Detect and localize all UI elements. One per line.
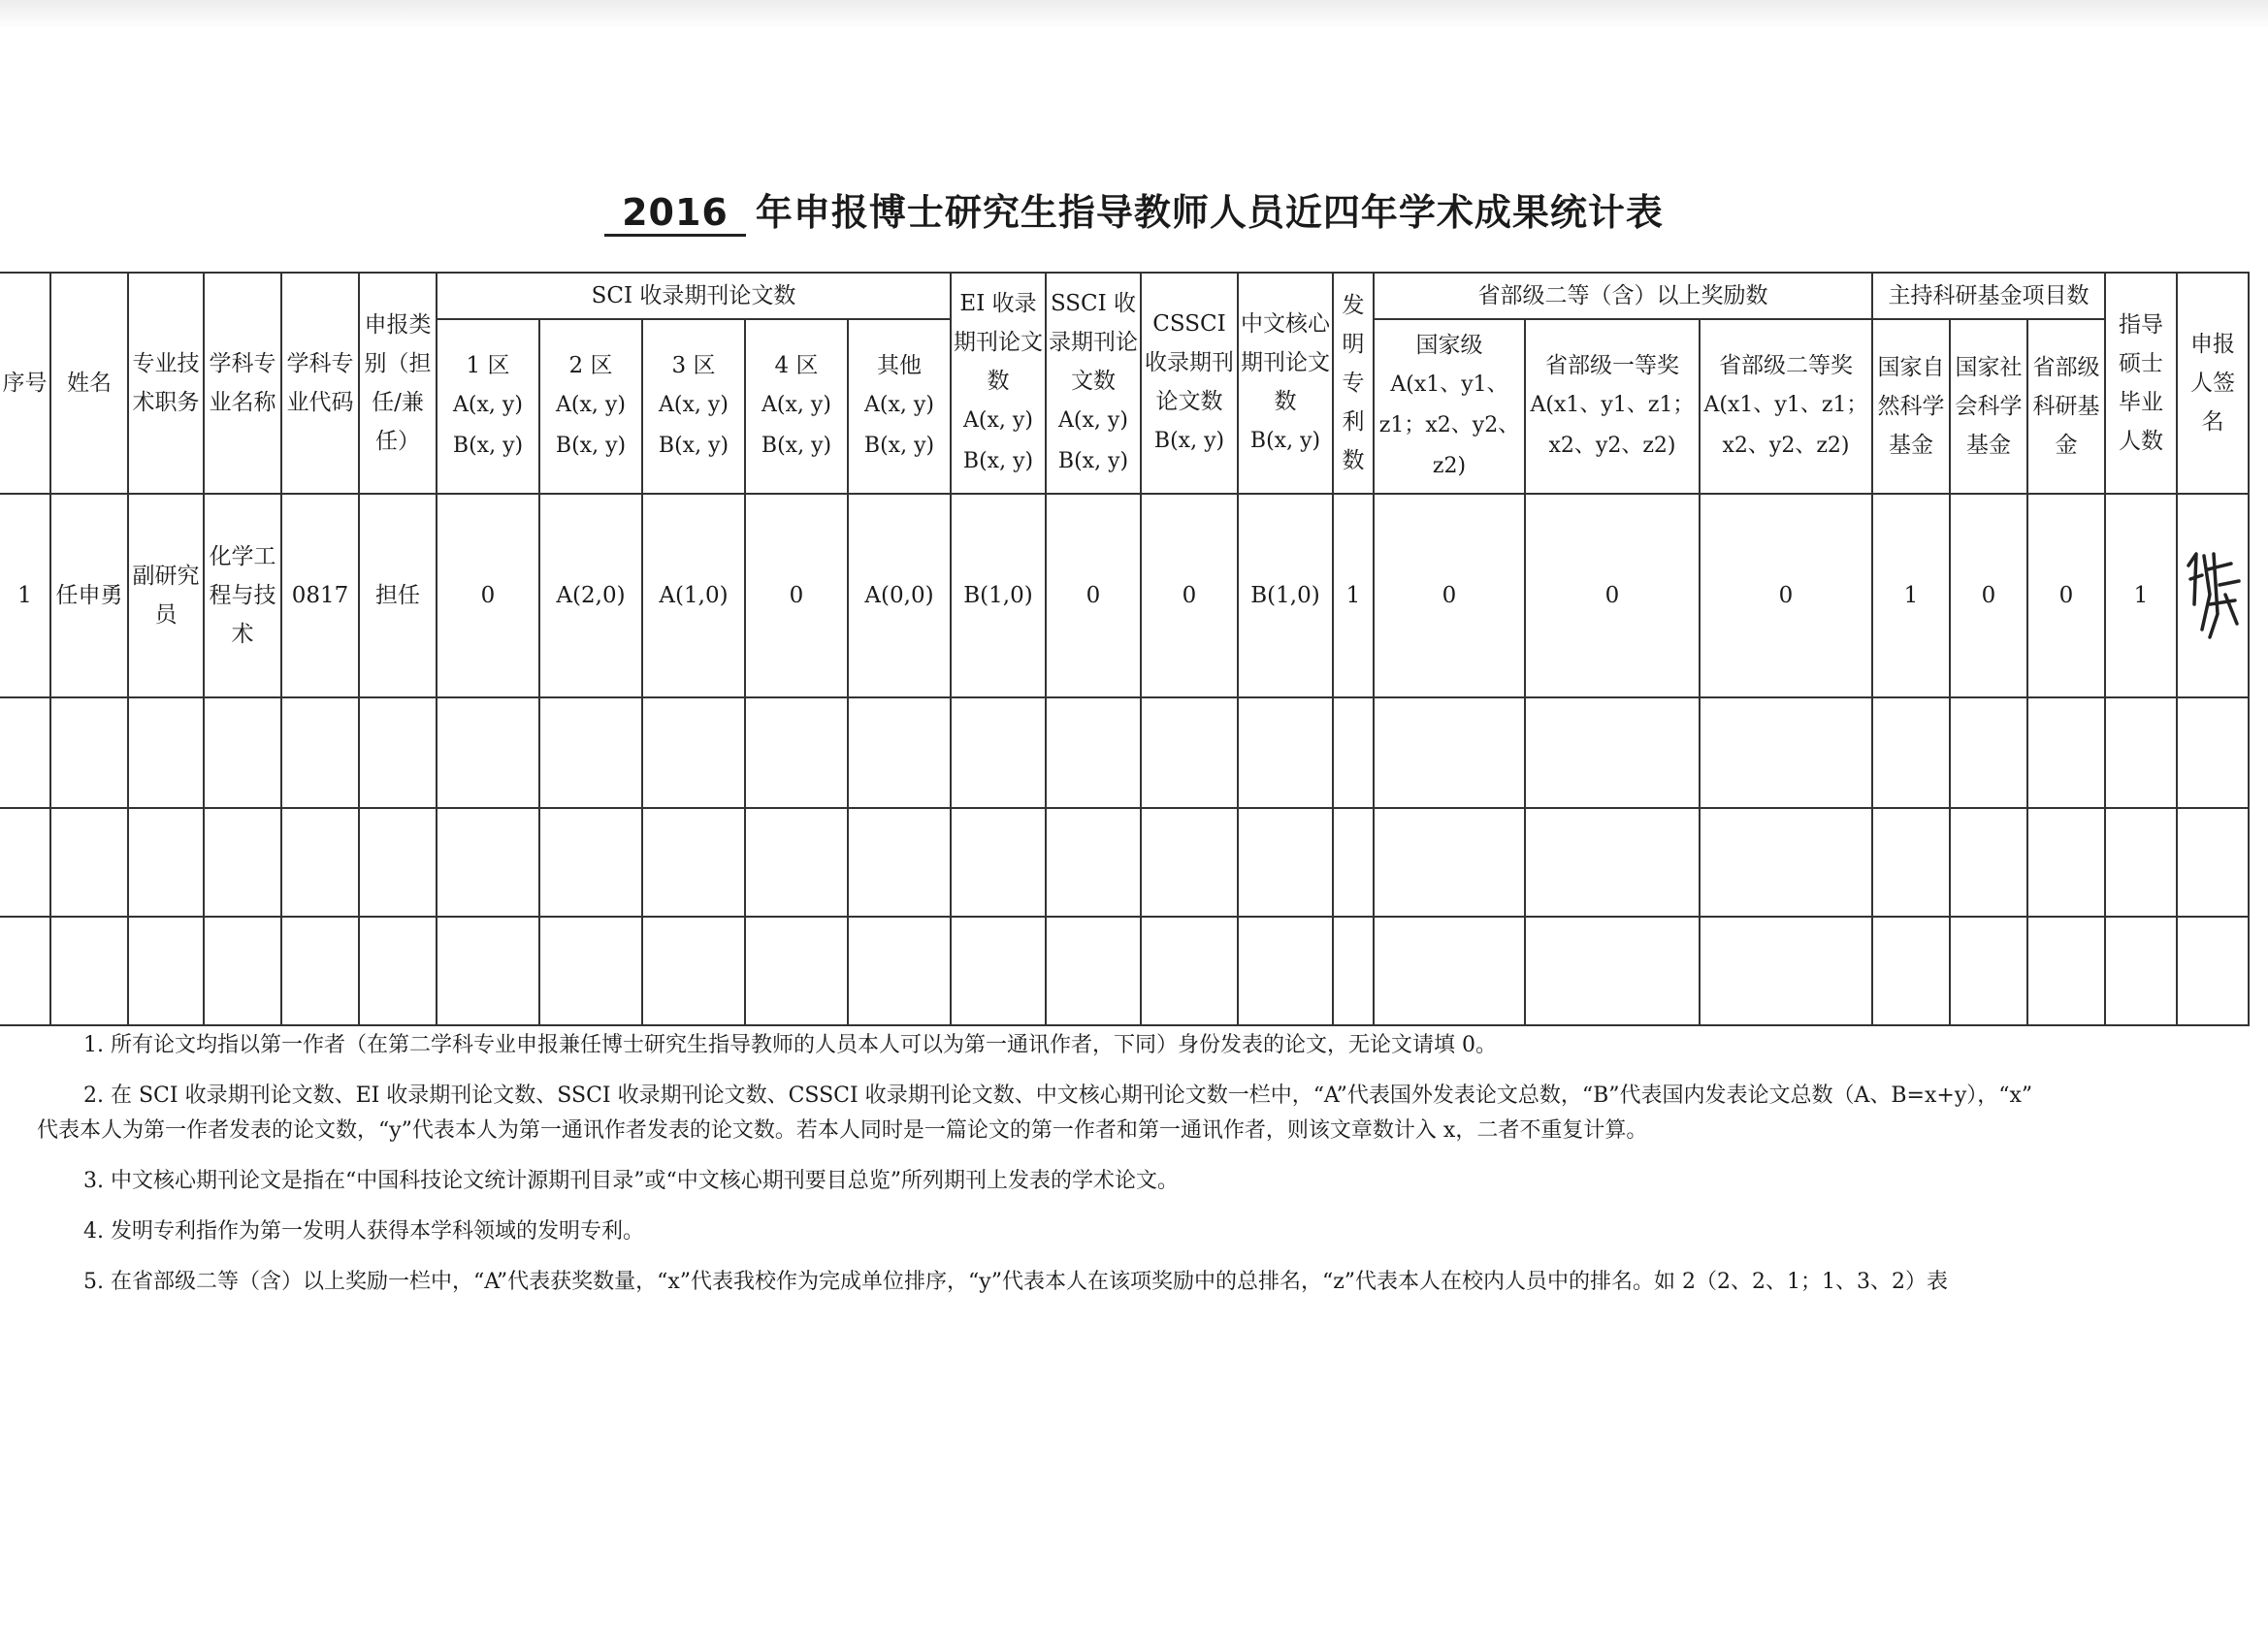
header-signature: 申报人签名 — [2177, 273, 2249, 494]
cell-ssci: 0 — [1046, 494, 1141, 697]
cell-fund-nsfc: 1 — [1872, 494, 1950, 697]
cell-discipline-name: 化学工程与技术 — [204, 494, 281, 697]
header-cssci: CSSCI 收录期刊论文数 B(x, y) — [1141, 273, 1238, 494]
header-core: 中文核心期刊论文数 B(x, y) — [1238, 273, 1333, 494]
statistics-table — [0, 272, 2250, 1026]
cell-core: B(1,0) — [1238, 494, 1333, 697]
notes — [39, 1028, 2241, 1315]
header-sci-zone-4: 4 区 A(x, y) B(x, y) — [745, 319, 848, 494]
header-sci-group: SCI 收录期刊论文数 — [437, 273, 951, 319]
cell-name: 任申勇 — [50, 494, 128, 697]
note-2: 2. 在 SCI 收录期刊论文数、EI 收录期刊论文数、SSCI 收录期刊论文数、CSSCI 收录期刊论文数、中文核心期刊论文数一栏中，“A”代表国外发表论文总数，“B”代表国内发表论文总数（A、B=x+y），“x” — [83, 1083, 2033, 1108]
empty-row — [0, 697, 2249, 808]
header-fund-provincial: 省部级科研基金 — [2027, 319, 2105, 494]
cell-discipline-code: 0817 — [281, 494, 359, 697]
header-discipline-code: 学科专业代码 — [281, 273, 359, 494]
cell-cssci: 0 — [1141, 494, 1238, 697]
cell-apply-type: 担任 — [359, 494, 437, 697]
note-3: 3. 中文核心期刊论文是指在“中国科技论文统计源期刊目录”或“中文核心期刊要目总览”所列期刊上发表的学术论文。 — [83, 1169, 1179, 1193]
header-ei: EI 收录期刊论文数 A(x, y) B(x, y) — [951, 273, 1046, 494]
header-fund-nsfc: 国家自然科学基金 — [1872, 319, 1950, 494]
table-row — [0, 494, 2249, 697]
cell-sci-zone-4: 0 — [745, 494, 848, 697]
header-masters: 指导硕士毕业人数 — [2105, 273, 2177, 494]
cell-title-position: 副研究员 — [128, 494, 204, 697]
cell-award-provincial-second: 0 — [1700, 494, 1872, 697]
header-row-1 — [0, 273, 2249, 319]
header-award-provincial-second: 省部级二等奖 A(x1、y1、z1；x2、y2、z2) — [1700, 319, 1872, 494]
header-fund-nssfc: 国家社会科学基金 — [1950, 319, 2027, 494]
cell-signature — [2177, 494, 2249, 697]
title-text: 年申报博士研究生指导教师人员近四年学术成果统计表 — [755, 191, 1664, 234]
cell-sci-zone-3: A(1,0) — [642, 494, 745, 697]
cell-masters: 1 — [2105, 494, 2177, 697]
header-award-provincial-first: 省部级一等奖 A(x1、y1、z1；x2、y2、z2) — [1525, 319, 1700, 494]
cell-patent: 1 — [1333, 494, 1374, 697]
cell-sci-zone-1: 0 — [437, 494, 539, 697]
cell-sci-zone-other: A(0,0) — [848, 494, 951, 697]
header-award-national: 国家级 A(x1、y1、z1；x2、y2、z2) — [1374, 319, 1525, 494]
note-4: 4. 发明专利指作为第一发明人获得本学科领域的发明专利。 — [83, 1219, 644, 1244]
header-ssci: SSCI 收录期刊论文数 A(x, y) B(x, y) — [1046, 273, 1141, 494]
cell-sci-zone-2: A(2,0) — [539, 494, 642, 697]
header-seq: 序号 — [0, 273, 50, 494]
scan-edge — [0, 0, 2268, 29]
header-award-group: 省部级二等（含）以上奖励数 — [1374, 273, 1872, 319]
cell-fund-nssfc: 0 — [1950, 494, 2027, 697]
header-sci-zone-2: 2 区 A(x, y) B(x, y) — [539, 319, 642, 494]
header-sci-zone-3: 3 区 A(x, y) B(x, y) — [642, 319, 745, 494]
note-1: 1. 所有论文均指以第一作者（在第二学科专业申报兼任博士研究生指导教师的人员本人可以为第一通讯作者，下同）身份发表的论文，无论文请填 0。 — [83, 1033, 1497, 1057]
header-patent: 发明专利数 — [1333, 273, 1374, 494]
empty-row — [0, 917, 2249, 1025]
header-sci-zone-other: 其他 A(x, y) B(x, y) — [848, 319, 951, 494]
cell-ei: B(1,0) — [951, 494, 1046, 697]
handwritten-signature — [2181, 536, 2245, 643]
page-title — [0, 182, 2268, 237]
note-2-continued: 代表本人为第一作者发表的论文数，“y”代表本人为第一通讯作者发表的论文数。若本人同时是一篇论文的第一作者和第一通讯作者，则该文章数计入 x，二者不重复计算。 — [37, 1118, 1648, 1143]
note-5: 5. 在省部级二等（含）以上奖励一栏中，“A”代表获奖数量，“x”代表我校作为完成单位排序，“y”代表本人在该项奖励中的总排名，“z”代表本人在校内人员中的排名。如 2（2、2、1；1、3、2）表 — [83, 1270, 1949, 1294]
header-discipline-name: 学科专业名称 — [204, 273, 281, 494]
header-name: 姓名 — [50, 273, 128, 494]
header-sci-zone-1: 1 区 A(x, y) B(x, y) — [437, 319, 539, 494]
header-title-position: 专业技术职务 — [128, 273, 204, 494]
title-year: 2016 — [604, 191, 746, 237]
cell-award-national: 0 — [1374, 494, 1525, 697]
empty-row — [0, 808, 2249, 917]
cell-fund-provincial: 0 — [2027, 494, 2105, 697]
header-apply-type: 申报类别（担任/兼任） — [359, 273, 437, 494]
header-fund-group: 主持科研基金项目数 — [1872, 273, 2105, 319]
cell-seq: 1 — [0, 494, 50, 697]
cell-award-provincial-first: 0 — [1525, 494, 1700, 697]
